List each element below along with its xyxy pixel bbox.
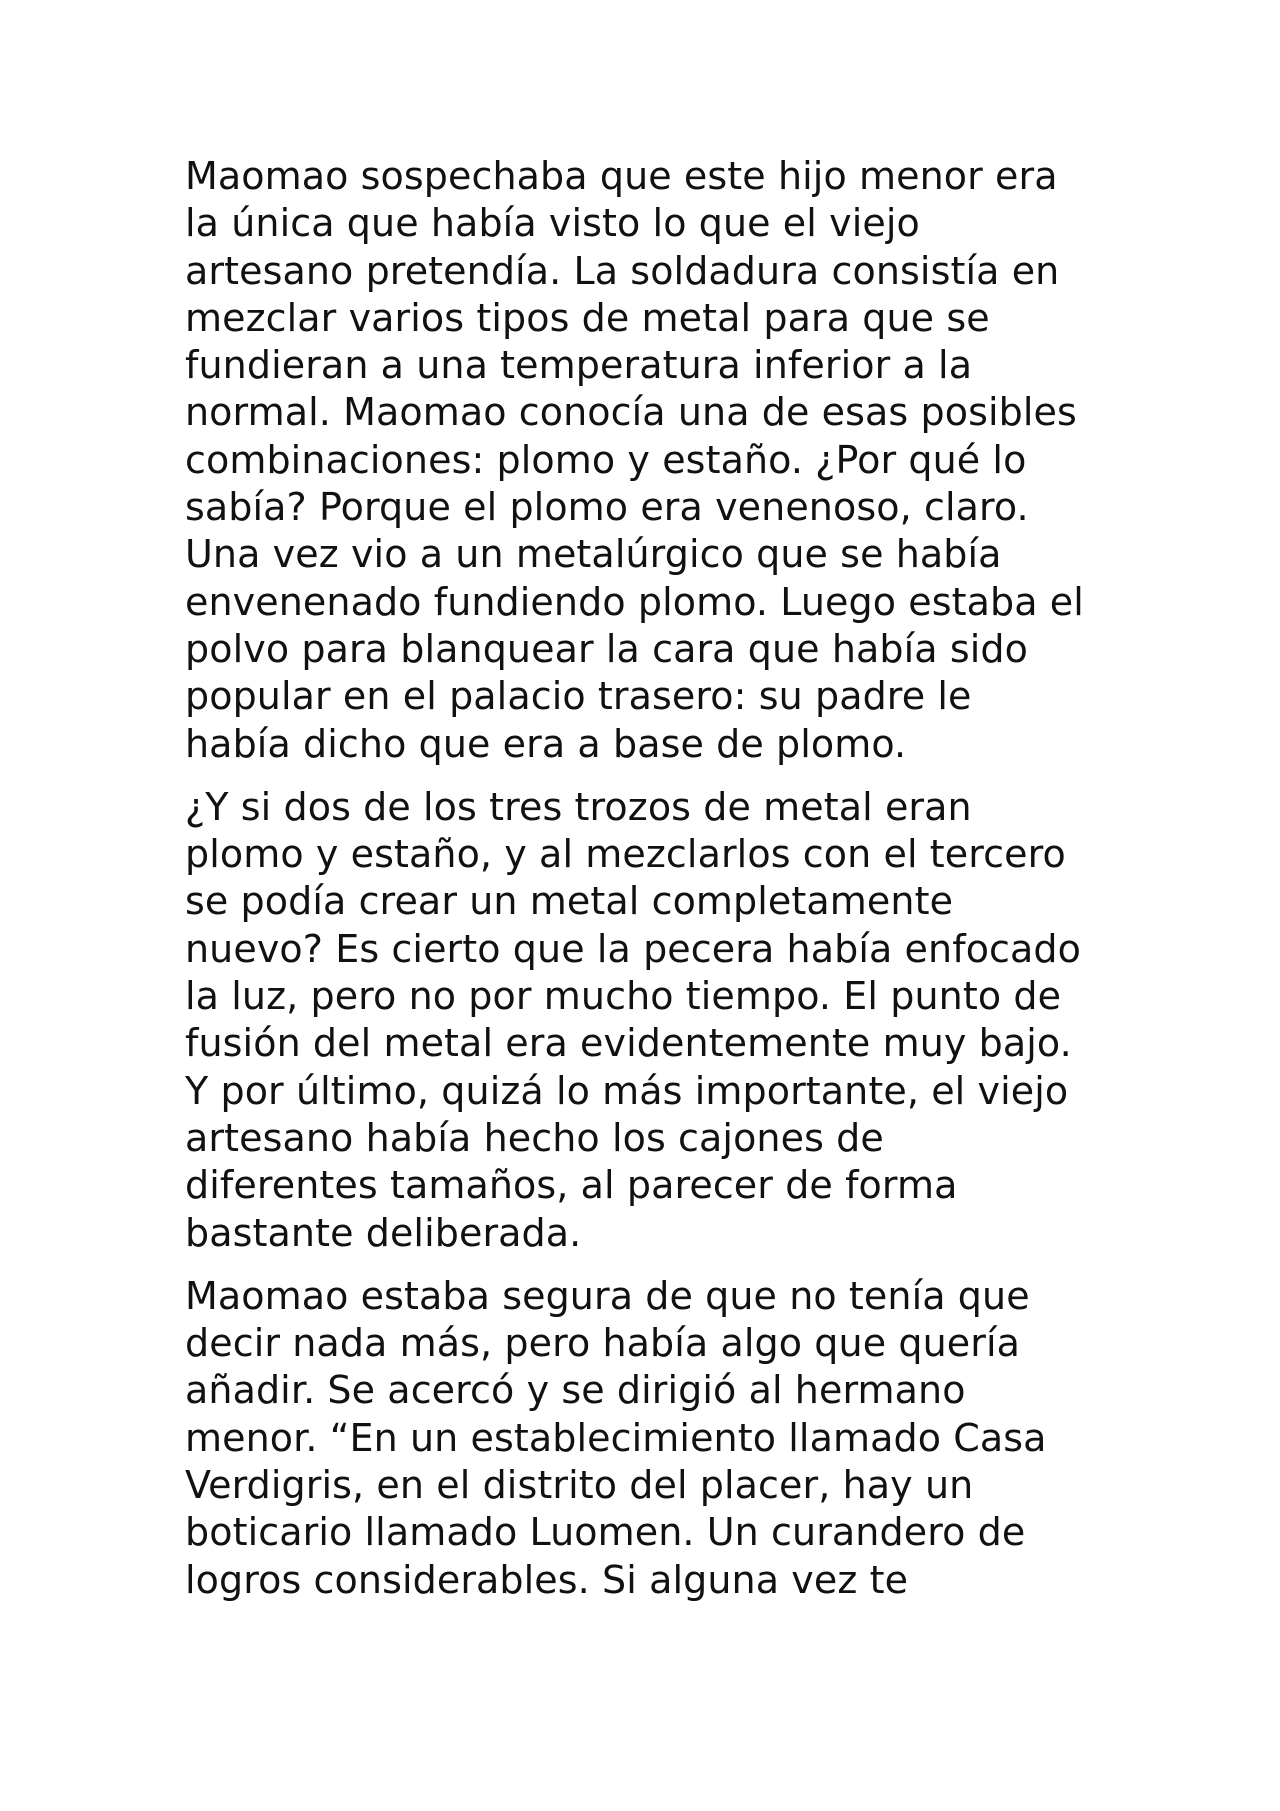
text-line: ¿Y si dos de los tres trozos de metal eran [185,784,972,829]
text-line: la luz, pero no por mucho tiempo. El punto de [185,974,1062,1019]
body-text [185,153,1125,1604]
text-line: envenenado fundiendo plomo. Luego estaba el [185,579,1084,624]
text-line: mezclar varios tipos de metal para que se [185,295,990,340]
text-line: Una vez vio a un metalúrgico que se había [185,532,1002,577]
text-line: Verdigris, en el distrito del placer, hay un [185,1463,974,1508]
paragraph-3 [185,1273,1125,1604]
text-line: fusión del metal era evidentemente muy bajo. [185,1021,1072,1066]
text-line: nuevo? Es cierto que la pecera había enfocado [185,926,1081,971]
text-line: Maomao sospechaba que este hijo menor era [185,154,1058,198]
text-line: la única que había visto lo que el viejo [185,201,920,246]
text-line: menor. “En un establecimiento llamado Casa [185,1415,1047,1460]
text-line: popular en el palacio trasero: su padre le [185,674,972,719]
text-line: sabía? Porque el plomo era venenoso, claro. [185,485,1029,530]
text-line: artesano pretendía. La soldadura consistía en [185,248,1060,293]
text-line: logros considerables. Si alguna vez te [185,1557,909,1602]
paragraph-2 [185,784,1125,1257]
text-line: decir nada más, pero había algo que quería [185,1321,1021,1366]
text-line: Y por último, quizá lo más importante, el viejo [185,1068,1069,1113]
paragraph-1 [185,153,1125,768]
text-line: había dicho que era a base de plomo. [185,721,907,766]
text-line: polvo para blanquear la cara que había sido [185,626,1028,671]
text-line: se podía crear un metal completamente [185,879,954,924]
text-line: añadir. Se acercó y se dirigió al hermano [185,1368,966,1413]
text-line: plomo y estaño, y al mezclarlos con el tercero [185,832,1066,877]
text-line: combinaciones: plomo y estaño. ¿Por qué lo [185,437,1027,482]
text-line: bastante deliberada. [185,1210,582,1255]
text-line: fundieran a una temperatura inferior a la [185,343,973,388]
text-line: normal. Maomao conocía una de esas posibles [185,390,1077,435]
text-line: Maomao estaba segura de que no tenía que [185,1273,1030,1318]
text-line: diferentes tamaños, al parecer de forma [185,1163,958,1208]
text-line: artesano había hecho los cajones de [185,1115,884,1160]
text-line: boticario llamado Luomen. Un curandero de [185,1510,1026,1555]
